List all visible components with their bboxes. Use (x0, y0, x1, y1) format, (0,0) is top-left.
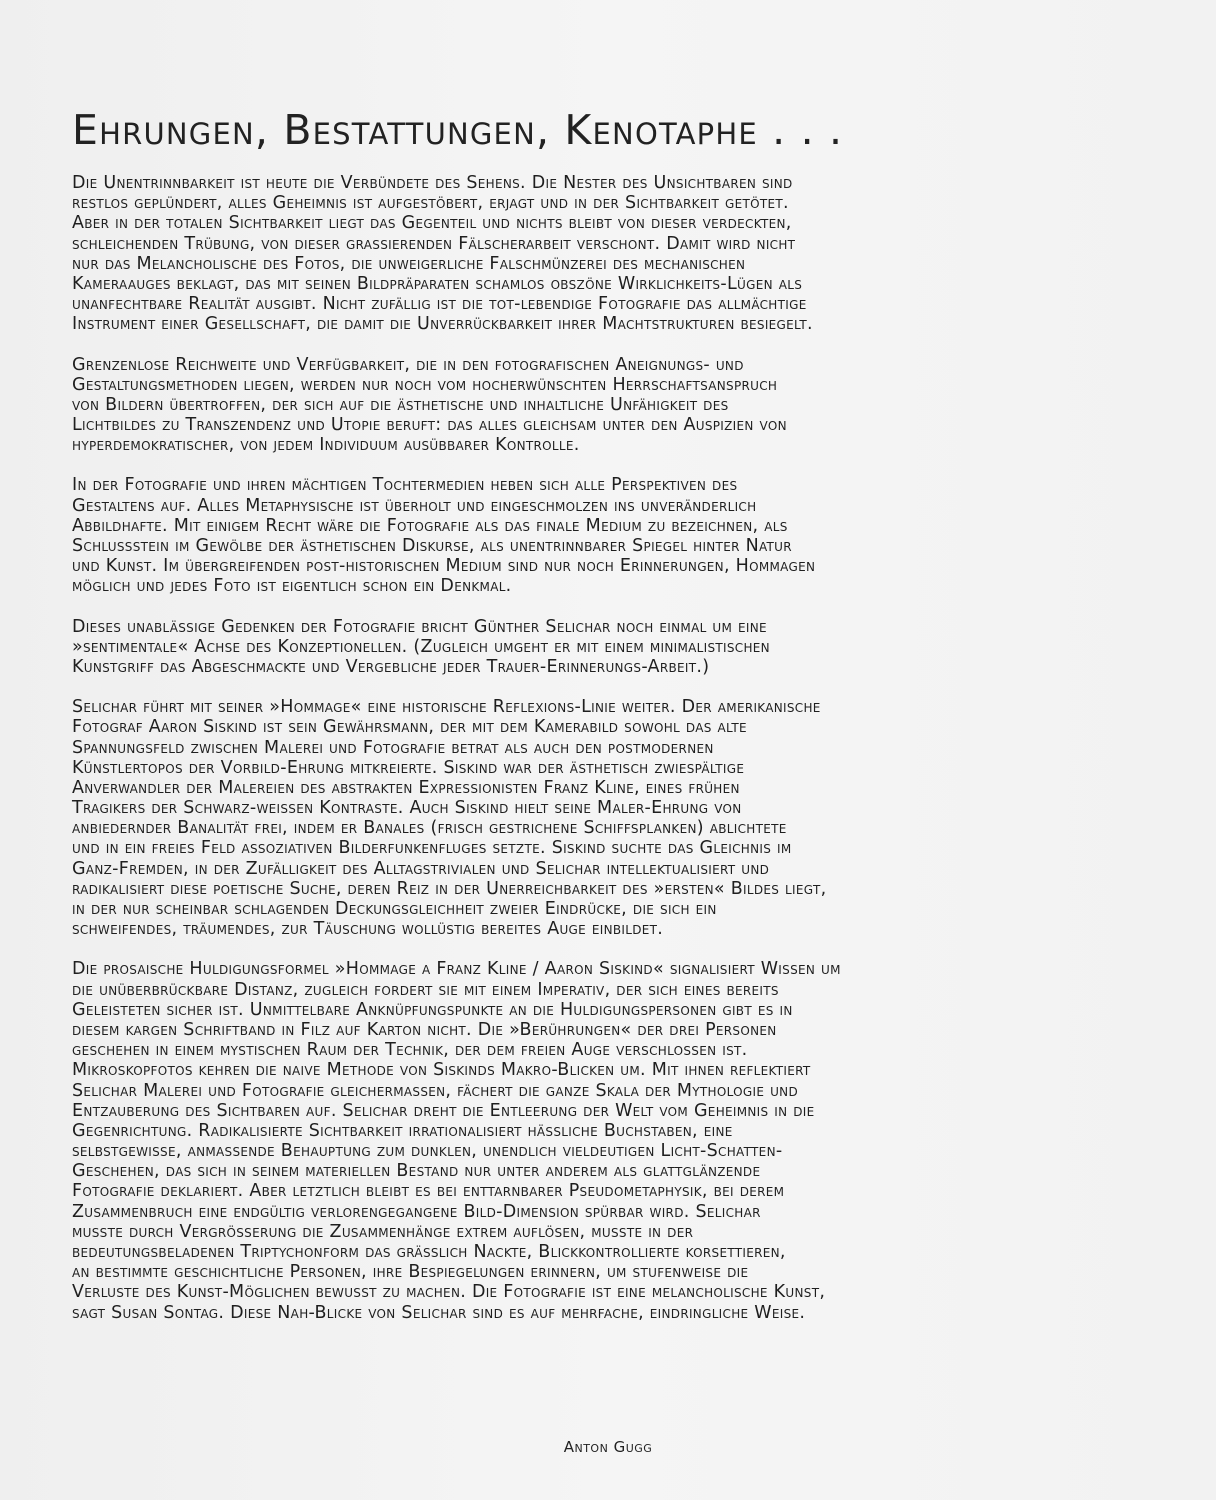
text-line: bedeutungsbeladenen Triptychonform das grässlich Nackte, Blickkontrollierte korsettieren, (72, 1242, 786, 1262)
text-line: Künstlertopos der Vorbild-Ehrung mitkreierte. Siskind war der ästhetisch zwiespältige (72, 757, 745, 778)
text-line: »sentimentale« Achse des Konzeptionellen. (Zugleich umgeht er mit einem minimalistischen (72, 636, 770, 657)
text-line: die unüberbrückbare Distanz, zugleich fordert sie mit einem Imperativ, der sich eines bereits (72, 979, 779, 1000)
text-line: von Bildern übertroffen, der sich auf die ästhetische und inhaltliche Unfähigkeit des (72, 394, 729, 415)
text-line: diesem kargen Schriftband in Filz auf Karton nicht. Die »Berührungen« der drei Personen (72, 1019, 777, 1040)
text-line: In der Fotografie und ihren mächtigen Tochtermedien heben sich alle Perspektiven des (72, 475, 738, 496)
text-line: und in ein freies Feld assoziativen Bilderfunkenfluges setzte. Siskind suchte das Gleichnis im (72, 838, 792, 859)
paragraph (72, 355, 1122, 456)
text-line: Zusammenbruch eine endgültig verlorengegangene Bild-Dimension spürbar wird. Selichar (72, 1201, 761, 1222)
text-line: Geschehen, das sich in seinem materiellen Bestand nur unter anderem als glattglänzende (72, 1161, 761, 1182)
text-line: hyperdemokratischer, von jedem Individuum ausübbarer Kontrolle. (72, 435, 580, 456)
text-line: Mikroskopfotos kehren die naive Methode von Siskinds Makro-Blicken um. Mit ihnen reflektiert (72, 1060, 811, 1081)
paragraph (72, 475, 1122, 596)
text-line: Ganz-Fremden, in der Zufälligkeit des Alltagstrivialen und Selichar intellektualisiert und (72, 858, 770, 879)
text-line: radikalisiert diese poetische Suche, deren Reiz in der Unerreichbarkeit des »ersten« Bildes liegt, (72, 878, 827, 899)
text-line: unanfechtbare Realität ausgibt. Nicht zufällig ist die tot-lebendige Fotografie das allmächtige (72, 294, 807, 315)
text-line: anbiedernder Banalität frei, indem er Banales (frisch gestrichene Schiffsplanken) ablichtete (72, 818, 787, 839)
text-line: Abbildhafte. Mit einigem Recht wäre die Fotografie als das finale Medium zu bezeichnen, als (72, 515, 788, 536)
paragraph (72, 173, 1122, 335)
text-line: Gegenrichtung. Radikalisierte Sichtbarkeit irrationalisiert hässliche Buchstaben, eine (72, 1120, 733, 1141)
text-line: restlos geplündert, alles Geheimnis ist aufgestöbert, erjagt und in der Sichtbarkeit getötet. (72, 193, 789, 214)
text-line: Instrument einer Gesellschaft, die damit die Unverrückbarkeit ihrer Machtstrukturen besiegelt. (72, 314, 813, 335)
text-line: selbstgewisse, anmassende Behauptung zum dunklen, unendlich vieldeutigen Licht-Schatten- (72, 1141, 783, 1162)
text-line: musste durch Vergrösserung die Zusammenhänge extrem auflösen, musste in der (72, 1221, 694, 1242)
text-line: Verluste des Kunst-Möglichen bewusst zu machen. Die Fotografie ist eine melancholische Kunst, (72, 1282, 826, 1303)
paragraph (72, 617, 1122, 678)
text-line: Schlussstein im Gewölbe der ästhetischen Diskurse, als unentrinnbarer Spiegel hinter Natur (72, 536, 792, 556)
text-line: Lichtbildes zu Transzendenz und Utopie beruft: das alles gleichsam unter den Auspizien von (72, 415, 787, 436)
text-line: Fotograf Aaron Siskind ist sein Gewährsmann, der mit dem Kamerabild sowohl das alte (72, 717, 747, 738)
text-line: an bestimmte geschichtliche Personen, ihre Bespiegelungen erinnern, um stufenweise die (72, 1262, 749, 1283)
text-line: und Kunst. Im übergreifenden post-historischen Medium sind nur noch Erinnerungen, Hommagen (72, 556, 816, 577)
text-line: Tragikers der Schwarz-weissen Kontraste. Auch Siskind hielt seine Maler-Ehrung von (72, 798, 742, 819)
text-line: geschehen in einem mystischen Raum der Technik, der dem freien Auge verschlossen ist. (72, 1040, 748, 1061)
text-line: Selichar führt mit seiner »Hommage« eine historische Reflexions-Linie weiter. Der amerikanische (72, 697, 821, 718)
text-line: Fotografie deklariert. Aber letztlich bleibt es bei enttarnbarer Pseudometaphysik, bei derem (72, 1181, 785, 1202)
text-line: Aber in der totalen Sichtbarkeit liegt das Gegenteil und nichts bleibt von dieser verdeckten, (72, 213, 792, 234)
text-line: Gestaltungsmethoden liegen, werden nur noch vom hocherwünschten Herrschaftsanspruch (72, 374, 778, 395)
text-line: schweifendes, träumendes, zur Täuschung wollüstig bereites Auge einbildet. (72, 919, 664, 940)
article-body (72, 173, 1122, 1343)
text-line: Anverwandler der Malereien des abstrakten Expressionisten Franz Kline, eines frühen (72, 777, 740, 798)
text-line: Entzauberung des Sichtbaren auf. Selichar dreht die Entleerung der Welt vom Geheimnis in die (72, 1100, 815, 1121)
text-line: in der nur scheinbar schlagenden Deckungsgleichheit zweier Eindrücke, die sich ein (72, 899, 717, 919)
paragraph (72, 697, 1122, 939)
text-line: Kameraauges beklagt, das mit seinen Bildpräparaten schamlos obszöne Wirklichkeits-Lügen als (72, 273, 803, 294)
page-title: Ehrungen, Bestattungen, Kenotaphe . . . (72, 106, 844, 154)
author-signature: Anton Gugg (563, 1438, 653, 1456)
text-line: Gestaltens auf. Alles Metaphysische ist überholt und eingeschmolzen ins unveränderlich (72, 495, 757, 516)
paragraph (72, 959, 1122, 1322)
text-line: Grenzenlose Reichweite und Verfügbarkeit, die in den fotografischen Aneignungs- und (72, 354, 744, 375)
text-line: sagt Susan Sontag. Diese Nah-Blicke von Selichar sind es auf mehrfache, eindringliche Weise. (72, 1302, 806, 1323)
text-line: Geleisteten sicher ist. Unmittelbare Anknüpfungspunkte an die Huldigungspersonen gibt es in (72, 999, 793, 1020)
text-line: nur das Melancholische des Fotos, die unweigerliche Falschmünzerei des mechanischen (72, 253, 746, 274)
text-line: Spannungsfeld zwischen Malerei und Fotografie betrat als auch den postmodernen (72, 737, 714, 758)
text-line: Selichar Malerei und Fotografie gleichermassen, fächert die ganze Skala der Mythologie und (72, 1080, 798, 1101)
text-line: möglich und jedes Foto ist eigentlich schon ein Denkmal. (72, 576, 512, 597)
text-line: schleichenden Trübung, von dieser grassierenden Fälscherarbeit verschont. Damit wird nicht (72, 233, 796, 254)
text-line: Dieses unablässige Gedenken der Fotografie bricht Günther Selichar noch einmal um eine (72, 616, 767, 637)
text-line: Die Unentrinnbarkeit ist heute die Verbündete des Sehens. Die Nester des Unsichtbaren sind (72, 173, 793, 193)
text-line: Kunstgriff das Abgeschmackte und Vergebliche jeder Trauer-Erinnerungs-Arbeit.) (72, 656, 710, 677)
text-line: Die prosaische Huldigungsformel »Hommage a Franz Kline / Aaron Siskind« signalisiert Wissen um (72, 959, 841, 980)
